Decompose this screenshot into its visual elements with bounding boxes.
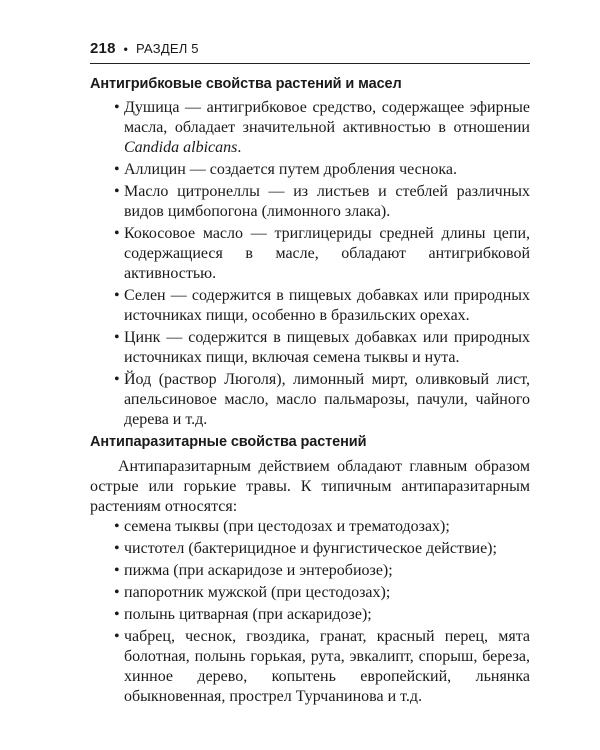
antiparasitic-block xyxy=(90,457,530,709)
running-header xyxy=(90,40,530,62)
section-label: РАЗДЕЛ 5 xyxy=(136,41,199,56)
antiparasitic-list xyxy=(90,517,530,707)
antifungal-list xyxy=(90,98,530,430)
list-item: • пижма (при аскаридозе и энтеробиозе); xyxy=(114,562,393,579)
list-item: • Масло цитронеллы — из листьев и стеблей различных видов цимбопогона (лимонного злака). xyxy=(114,183,530,220)
list-item: • папоротник мужской (при цестодозах); xyxy=(114,584,391,601)
list-item: • Аллицин — создается путем дробления чеснока. xyxy=(114,161,457,178)
page-number: 218 xyxy=(90,40,116,57)
list-item: • чабрец, чеснок, гвоздика, гранат, красный перец, мята болотная, полынь горькая, рута, эвкалипт, спорыш, береза, хинное дерево, копытень европейский, льнянка обыкновенная, прострел Турчанинова и т.д. xyxy=(114,628,530,705)
list-item: • Кокосовое масло — триглицериды средней длины цепи, содержащиеся в масле, обладают антигрибковой активностью. xyxy=(114,225,530,282)
list-item: • Селен — содержится в пищевых добавках или природных источниках пищи, особенно в бразильских орехах. xyxy=(114,287,530,324)
header-bullet: • xyxy=(123,42,129,56)
antiparasitic-heading: Антипаразитарные свойства растений xyxy=(90,434,367,450)
list-item: • Цинк — содержится в пищевых добавках или природных источниках пищи, включая семена тыквы и нута. xyxy=(114,329,530,366)
header-rule xyxy=(90,63,530,64)
antifungal-list-block xyxy=(90,98,530,432)
antiparasitic-intro: Антипаразитарным действием обладают главным образом острые или горькие травы. К типичным антипаразитарным растениям относятся: xyxy=(90,458,530,515)
antifungal-heading: Антигрибковые свойства растений и масел xyxy=(90,76,402,92)
list-item: • Йод (раствор Люголя), лимонный мирт, оливковый лист, апельсиновое масло, масло пальмарозы, пачули, чайного дерева и т.д. xyxy=(114,371,530,428)
list-item: • полынь цитварная (при аскаридозе); xyxy=(114,606,372,623)
list-item: • Душица — антигрибковое средство, содержащее эфирные масла, обладает значительной активностью в отношении Candida albicans. xyxy=(114,99,530,156)
list-item: • чистотел (бактерицидное и фунгистическое действие); xyxy=(114,540,497,557)
list-item: • семена тыквы (при цестодозах и трематодозах); xyxy=(114,518,450,535)
